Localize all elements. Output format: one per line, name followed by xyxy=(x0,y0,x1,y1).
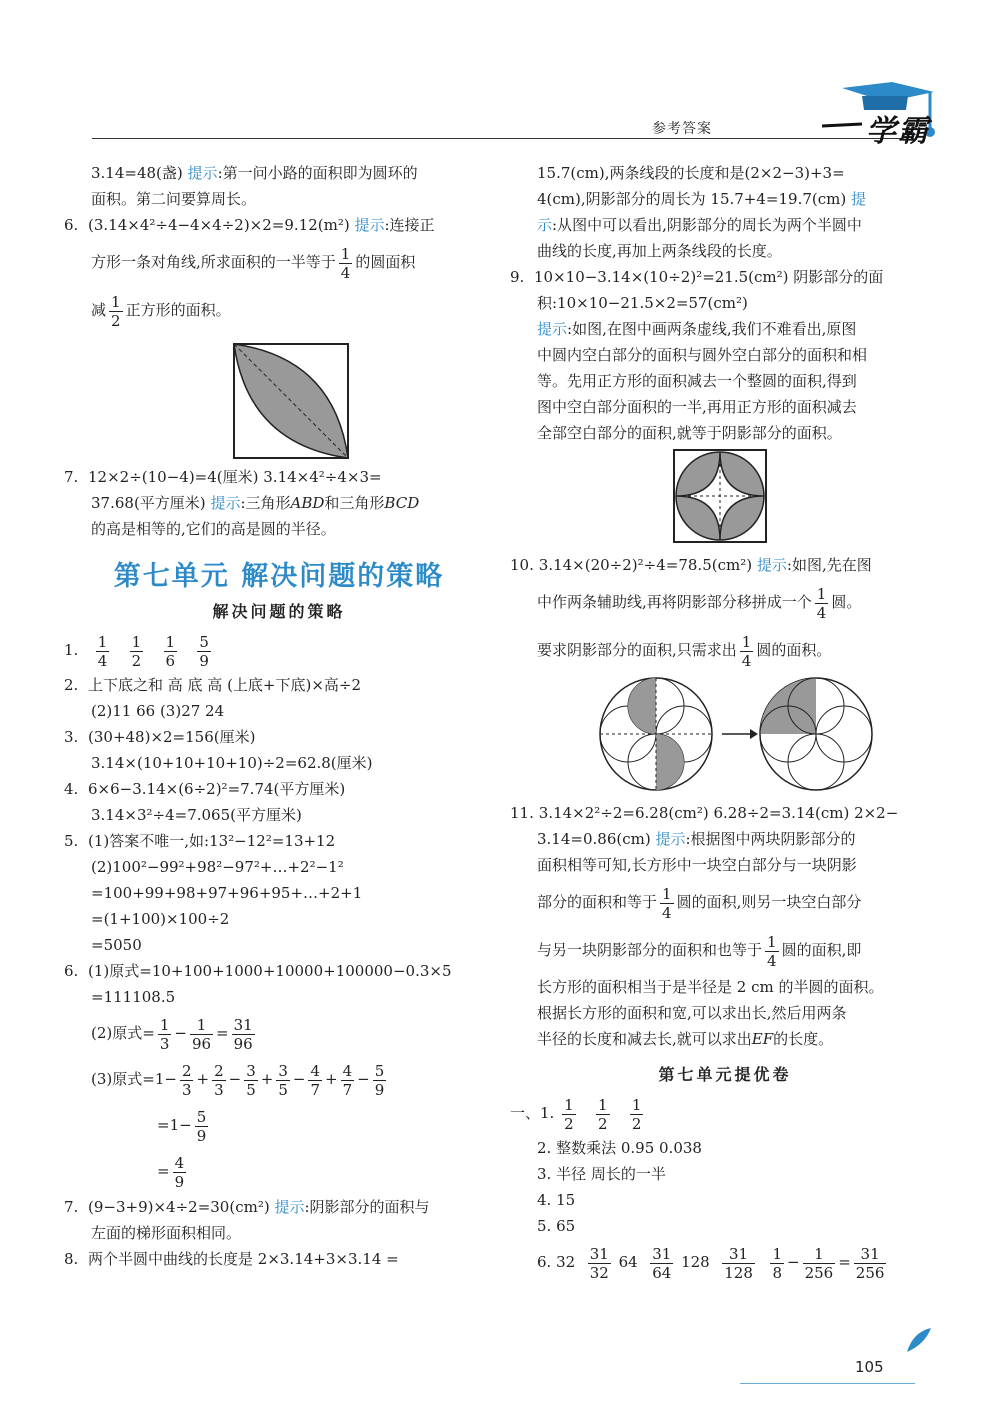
test-answer-1 xyxy=(510,1091,940,1135)
answer-line xyxy=(510,212,940,238)
fraction: $\frac{5}{9}$ xyxy=(196,1107,207,1145)
header-rule xyxy=(92,138,902,139)
answer-text: 部分的面积和等于 xyxy=(537,893,658,911)
answer-line: 5. 65 xyxy=(537,1217,576,1235)
answer-text: 12×2÷(10−4)=4(厘米) 3.14×4²÷4×3= xyxy=(88,468,382,486)
question-9 xyxy=(510,264,940,290)
flower-circles-figure xyxy=(510,674,940,794)
answer-text: (2)原式= xyxy=(91,1024,155,1042)
answer-text: 6. 32 xyxy=(537,1253,576,1271)
hint-label: 提示 xyxy=(537,320,568,338)
question-number: 5. xyxy=(64,832,79,850)
answer-1 xyxy=(64,628,494,672)
answer-line xyxy=(510,1026,940,1052)
answer-line: (3)原式=1− $\frac{2}{3}$ + $\frac{2}{3}$ − $\frac{3}{5}$ + $\frac{3}{5}$ − $\frac{4}{7}$ + $\frac{4}{7}$ − $\frac{5}{9}$ xyxy=(91,1061,385,1099)
answer-7 xyxy=(64,1194,494,1220)
answer-line: 面积相等可知,长方形中一块空白部分与一块阴影 xyxy=(537,856,857,874)
answer-2 xyxy=(64,672,494,698)
question-number: 2. xyxy=(64,676,79,694)
hint-text: :三角形 xyxy=(240,494,291,512)
answer-text: 圆的面积,则另一块空白部分 xyxy=(676,893,862,911)
hint-label: 提示 xyxy=(187,164,218,182)
hint-label: 提示 xyxy=(655,830,686,848)
question-7 xyxy=(64,464,494,490)
question-11 xyxy=(510,800,940,826)
answer-line: 根据长方形的面积和宽,可以求出长,然后用两条 xyxy=(537,1004,847,1022)
answer-line: (2)100²−99²+98²−97²+…+2²−1² xyxy=(91,858,344,876)
answer-text: 6×6−3.14×(6÷2)²=7.74(平方厘米) xyxy=(88,780,346,798)
question-number: 9. xyxy=(510,268,525,286)
fraction: $\frac{31}{64}$ xyxy=(652,1244,672,1282)
answer-line: =111108.5 xyxy=(91,988,176,1006)
answer-line xyxy=(64,1148,494,1194)
answer-text: 3.14×(20÷2)²÷4=78.5(cm²) xyxy=(538,556,753,574)
answer-text: 方形一条对角线,所求面积的一半等于 xyxy=(91,253,336,271)
fraction: $\frac{31}{256}$ xyxy=(855,1244,885,1282)
fraction: $\frac{4}{9}$ xyxy=(174,1153,185,1191)
answer-line: 曲线的长度,再加上两条线段的长度。 xyxy=(537,242,782,260)
fraction: $\frac{5}{9}$ xyxy=(374,1061,385,1099)
fraction: $\frac{1}{6}$ xyxy=(165,632,176,670)
question-6 xyxy=(64,212,494,238)
answer-line xyxy=(510,186,940,212)
page-header xyxy=(92,82,930,149)
left-column xyxy=(64,160,494,1272)
answer-line xyxy=(64,1102,494,1148)
answer-line: 中圆内空白部分的面积与圆外空白部分的面积和相 xyxy=(537,346,868,364)
answer-line: 2. 整数乘法 0.95 0.038 xyxy=(537,1139,702,1157)
answer-text: 的长度。 xyxy=(773,1030,834,1048)
fraction: $\frac{1}{2}$ xyxy=(597,1095,608,1133)
hint-text: :连接正 xyxy=(384,216,435,234)
question-10 xyxy=(510,552,940,578)
answer-line: =5050 xyxy=(91,936,142,954)
answer-text: (30+48)×2=156(厘米) xyxy=(88,728,256,746)
feather-icon xyxy=(903,1326,933,1356)
fraction: $\frac{1}{4}$ xyxy=(816,584,827,622)
hint-label: 提示 xyxy=(210,494,241,512)
hint-label: 提示 xyxy=(354,216,385,234)
question-number: 3. xyxy=(64,728,79,746)
answer-line: 左面的梯形面积相同。 xyxy=(91,1224,242,1242)
question-number: 10. xyxy=(510,556,534,574)
answer-text: 要求阴影部分的面积,只需求出 xyxy=(537,641,737,659)
answer-line xyxy=(510,578,940,626)
label-ef: EF xyxy=(751,1030,774,1048)
question-number: 7. xyxy=(64,1198,79,1216)
answer-line xyxy=(510,626,940,674)
answer-line: =(1+100)×100÷2 xyxy=(91,910,230,928)
fraction: $\frac{1}{2}$ xyxy=(564,1095,574,1133)
fraction: $\frac{3}{5}$ xyxy=(246,1061,256,1099)
answer-text: =1− xyxy=(157,1116,192,1134)
answer-text: 两个半圆中曲线的长度是 2×3.14+3×3.14 = xyxy=(88,1250,399,1268)
question-number: 7. xyxy=(64,468,79,486)
answer-line: 全部空白部分的面积,就等于阴影部分的面积。 xyxy=(537,424,842,442)
answer-text: 3.14×2²÷2=6.28(cm²) 6.28÷2=3.14(cm) 2×2− xyxy=(538,804,899,822)
answer-text: 3.14=0.86(cm) xyxy=(537,830,651,848)
hint-text: :第一问小路的面积即为圆环的 xyxy=(217,164,418,182)
leaf-shape-figure xyxy=(64,334,494,464)
circle-star-figure xyxy=(510,446,940,546)
answer-line xyxy=(64,490,494,516)
fraction: $\frac{4}{7}$ xyxy=(310,1061,320,1099)
fraction: $\frac{1}{8}$ xyxy=(772,1244,782,1282)
answer-line xyxy=(64,160,494,186)
answer-text: 37.68(平方厘米) xyxy=(91,494,206,512)
question-number: 6. xyxy=(64,216,79,234)
answer-text: 圆的面积,即 xyxy=(781,941,862,959)
brand-logo xyxy=(822,82,942,152)
hint-text: :根据图中两块阴影部分的 xyxy=(685,830,856,848)
footer-rule xyxy=(740,1383,915,1384)
hint-text: :如图,先在图 xyxy=(786,556,872,574)
section-title: 解决问题的策略 xyxy=(212,602,346,621)
answer-text: 正方形的面积。 xyxy=(125,301,231,319)
answer-text: 半径的长度和减去长,就可以求出 xyxy=(537,1030,752,1048)
answer-line: 3.14×(10+10+10+10)÷2=62.8(厘米) xyxy=(91,754,373,772)
answer-line: (2)原式= $\frac{1}{3}$ − $\frac{1}{96}$ = $\frac{31}{96}$ xyxy=(91,1015,253,1053)
answer-text: 减 xyxy=(91,301,107,319)
answer-text: (1)答案不唯一,如:13²−12²=13+12 xyxy=(88,832,336,850)
answer-text: 4(cm),阴影部分的周长为 15.7+4=19.7(cm) xyxy=(537,190,847,208)
answer-line: 等。先用正方形的面积减去一个整圆的面积,得到 xyxy=(537,372,857,390)
answer-line: 3. 半径 周长的一半 xyxy=(537,1165,666,1183)
fraction: $\frac{1}{4}$ xyxy=(662,884,672,922)
answer-line: 6. 32 $\frac{31}{32}$ 64 $\frac{31}{64}$ 128 $\frac{31}{128}$ $\frac{1}{8}$ − $\frac{1}{256}$ = $\frac{31}{256}$ xyxy=(537,1244,885,1282)
answer-line: 15.7(cm),两条线段的长度和是(2×2−3)+3= xyxy=(537,164,845,182)
hint-label: 提示 xyxy=(274,1198,305,1216)
unit-title: 第七单元 解决问题的策略 xyxy=(113,561,445,592)
hint-label: 提 xyxy=(851,190,867,208)
question-number: 8. xyxy=(64,1250,79,1268)
fraction: $\frac{31}{128}$ xyxy=(724,1244,753,1282)
label-abd: ABD xyxy=(290,494,325,512)
answer-line: =100+99+98+97+96+95+…+2+1 xyxy=(91,884,363,902)
answer-line xyxy=(510,316,940,342)
answer-line xyxy=(64,238,494,286)
answer-6 xyxy=(64,958,494,984)
question-number: 1. xyxy=(64,641,79,659)
answer-8 xyxy=(64,1246,494,1272)
hint-text: 和三角形 xyxy=(324,494,385,512)
right-column xyxy=(510,160,940,1285)
fraction: $\frac{1}{4}$ xyxy=(97,632,108,670)
answer-line xyxy=(510,878,940,926)
answer-line: 积:10×10−21.5×2=57(cm²) xyxy=(537,294,748,312)
fraction: $\frac{2}{3}$ xyxy=(214,1061,224,1099)
question-number: 11. xyxy=(510,804,534,822)
answer-line: (2)11 66 (3)27 24 xyxy=(91,702,225,720)
hint-label: 示 xyxy=(537,216,553,234)
hint-text: :从图中可以看出,阴影部分的周长为两个半圆中 xyxy=(552,216,862,234)
answer-line: 图中空白部分面积的一半,再用正方形的面积减去 xyxy=(537,398,857,416)
answer-line: 3.14×3²÷4=7.065(平方厘米) xyxy=(91,806,302,824)
fraction: $\frac{4}{7}$ xyxy=(342,1061,353,1099)
answer-text: 上下底之和 高 底 高 (上底+下底)×高÷2 xyxy=(88,676,362,694)
question-number: 一、1. xyxy=(510,1104,555,1122)
test-title: 第七单元提优卷 xyxy=(658,1065,792,1084)
answer-text: (1)原式=10+100+1000+10000+100000−0.3×5 xyxy=(88,962,452,980)
page-number: 105 xyxy=(855,1358,884,1376)
answer-5 xyxy=(64,828,494,854)
fraction: $\frac{1}{2}$ xyxy=(131,632,142,670)
answer-3 xyxy=(64,724,494,750)
answer-text: 的圆面积 xyxy=(355,253,416,271)
fraction: $\frac{31}{32}$ xyxy=(589,1244,609,1282)
answer-text: 圆的面积。 xyxy=(756,641,832,659)
fraction: $\frac{1}{96}$ xyxy=(191,1015,212,1053)
answer-line: 面积。第二问要算周长。 xyxy=(91,190,257,208)
answer-text: (3.14×4²÷4−4×4÷2)×2=9.12(m²) xyxy=(88,216,350,234)
answer-line: 的高是相等的,它们的高是圆的半径。 xyxy=(91,520,336,538)
answer-text: 圆。 xyxy=(831,593,862,611)
answer-4 xyxy=(64,776,494,802)
answer-text: = xyxy=(157,1162,170,1180)
fraction: $\frac{1}{2}$ xyxy=(631,1095,642,1133)
fraction: $\frac{1}{4}$ xyxy=(340,244,351,282)
fraction: $\frac{3}{5}$ xyxy=(278,1061,288,1099)
fraction: $\frac{1}{3}$ xyxy=(159,1015,170,1053)
answer-line: 4. 15 xyxy=(537,1191,576,1209)
answer-line xyxy=(64,286,494,334)
fraction: $\frac{1}{256}$ xyxy=(804,1244,834,1282)
answer-text: (3)原式=1− xyxy=(91,1070,177,1088)
answer-line xyxy=(510,826,940,852)
hint-text: :阴影部分的面积与 xyxy=(304,1198,430,1216)
answer-text: 中作两条辅助线,再将阴影部分移拼成一个 xyxy=(537,593,812,611)
fraction: $\frac{1}{4}$ xyxy=(741,632,752,670)
header-reference-label: 参考答案 xyxy=(652,121,712,137)
question-number: 4. xyxy=(64,780,79,798)
answer-line xyxy=(510,926,940,974)
answer-text: (9−3+9)×4÷2=30(cm²) xyxy=(88,1198,270,1216)
hint-label: 提示 xyxy=(756,556,787,574)
fraction: $\frac{5}{9}$ xyxy=(199,632,209,670)
logo-text: 学霸 xyxy=(866,114,930,149)
fraction: $\frac{2}{3}$ xyxy=(181,1061,192,1099)
label-bcd: BCD xyxy=(384,494,420,512)
answer-text: 3.14=48(盏) xyxy=(91,164,183,182)
answer-text: 10×10−3.14×(10÷2)²=21.5(cm²) 阴影部分的面 xyxy=(534,268,884,286)
hint-text: :如图,在图中画两条虚线,我们不难看出,原图 xyxy=(567,320,857,338)
fraction: $\frac{1}{4}$ xyxy=(767,932,777,970)
fraction: $\frac{1}{2}$ xyxy=(111,292,121,330)
fraction: $\frac{31}{96}$ xyxy=(233,1015,253,1053)
answer-line: 长方形的面积相当于是半径是 2 cm 的半圆的面积。 xyxy=(537,978,884,996)
answer-text: 与另一块阴影部分的面积和也等于 xyxy=(537,941,763,959)
question-number: 6. xyxy=(64,962,79,980)
